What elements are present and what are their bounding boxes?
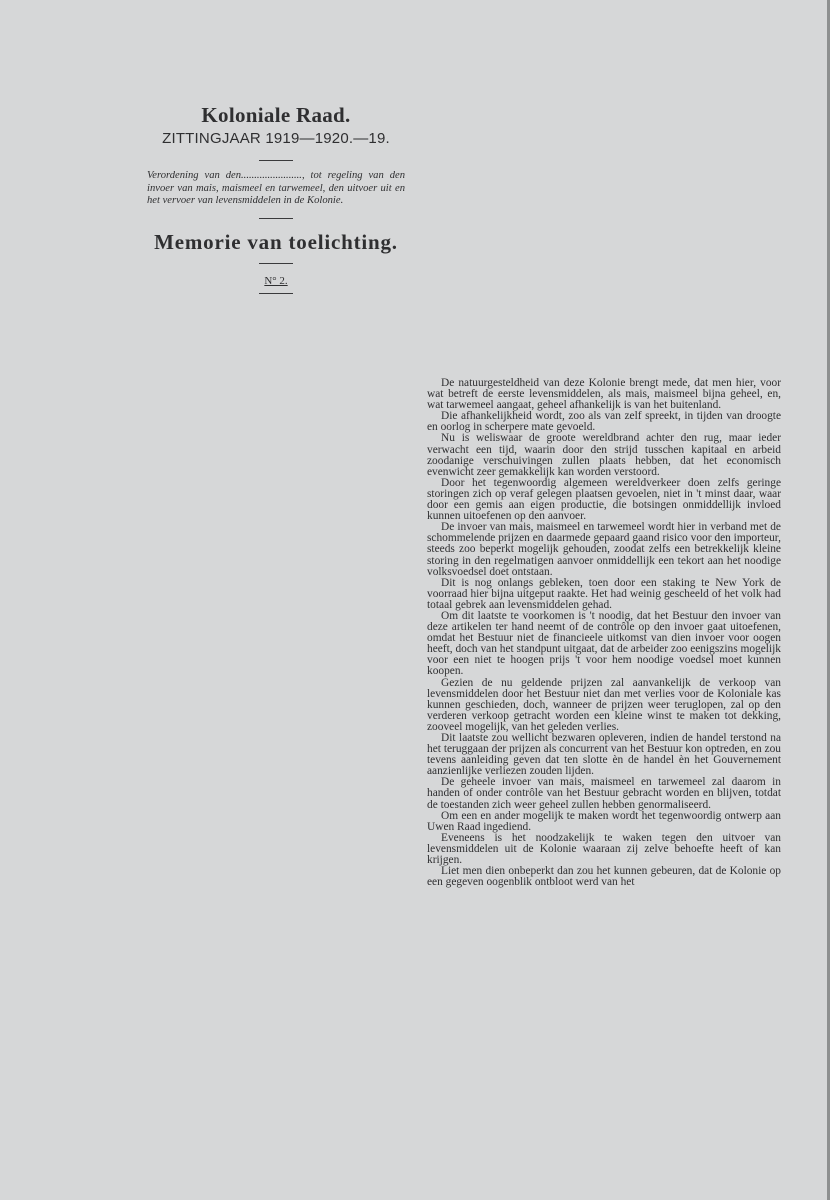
council-title: Koloniale Raad. — [201, 103, 351, 127]
paragraph: Om dit laatste te voorkomen is 't noodig, dat het Bestuur den invoer van deze artikelen ter hand neemt of de contrôle op den invoer gaat uitoefenen, omdat het Bestuur niet de financieele uitkomst van dien invoer voor oogen heeft, doch van het standpunt uitgaat, dat de arbeider zoo eenigszins mogelijk voor een niet te hoogen prijs 't voor hem noodige voedsel moet kunnen koopen. — [427, 609, 781, 678]
paragraph: Eveneens is het noodzakelijk te waken tegen den uitvoer van levensmiddelen uit de Kolonie waaraan zij zelve behoefte heeft of kan krijgen. — [427, 831, 781, 867]
header-divider — [259, 160, 293, 161]
document-header — [120, 102, 432, 294]
session-year: ZITTINGJAAR 1919—1920.—19. — [162, 130, 390, 147]
document-number: N° 2. — [264, 274, 288, 287]
paragraph: De natuurgesteldheid van deze Kolonie brengt mede, dat men hier, voor wat betreft de eerste levensmiddelen, als mais, maismeel bijna geheel, en, wat tarwemeel aangaat, geheel afhankelijk is van het buitenland. — [427, 377, 781, 412]
paragraph: Dit is nog onlangs gebleken, toen door een staking te New York de voorraad hier bijna uitgeput raakte. Het had weinig gescheeld of het volk had totaal gebrek aan levensmiddelen gehad. — [427, 576, 781, 611]
paragraph: Nu is weliswaar de groote wereldbrand achter den rug, maar ieder verwacht een tijd, waarin door den strijd tusschen kapitaal en arbeid zoodanige verschuivingen zullen plaats hebben, dat het economisch evenwicht zeer gemakkelijk kan worden verstoord. — [427, 432, 781, 478]
paragraph: De geheele invoer van mais, maismeel en tarwemeel zal daarom in handen of onder contrôle van het Bestuur gebracht worden en blijven, totdat de toestanden zich weer geheel zullen hebben genormaliseerd. — [427, 776, 781, 811]
paragraph: Liet men dien onbeperkt dan zou het kunnen gebeuren, dat de Kolonie op een gegeven oogenblik ontbloot werd van het — [427, 865, 781, 889]
paragraph: Om een en ander mogelijk te maken wordt het tegenwoordig ontwerp aan Uwen Raad ingediend. — [427, 809, 781, 833]
ordinance-subject: Verordening van den......................., tot regeling van den invoer van mais, maismeel en tarwemeel, den uitvoer uit en het vervoer van levensmiddelen in de Kolonie. — [147, 170, 405, 207]
paragraph: Dit laatste zou wellicht bezwaren opleveren, indien de handel terstond na het teruggaan der prijzen als concurrent van het Bestuur kon optreden, en zou tevens aanleiding geven dat ten slotte èn de handel èn het Gouvernement aanzienlijke verliezen zouden lijden. — [427, 732, 781, 778]
memoir-title: Memorie van toelichting. — [154, 229, 398, 254]
paragraph: Door het tegenwoordig algemeen wereldverkeer doen zelfs geringe storingen zich op veraf gelegen plaatsen gevoelen, niet in 't minst daar, waar door een gemis aan eigen productie, die botsingen onmiddellijk invloed kunnen uitoefenen op den aanvoer. — [427, 476, 781, 523]
paragraph: De invoer van mais, maismeel en tarwemeel wordt hier in verband met de schommelende prijzen en daarmede gepaard gaand risico voor den importeur, steeds zoo beperkt mogelijk gehouden, zoodat zelfs een betrekkelijk kleine storing in den regelmatigen aanvoer onmiddellijk een tekort aan het noodige volksvoedsel doet ontstaan. — [427, 521, 781, 578]
number-divider — [259, 293, 293, 294]
paragraph: Gezien de nu geldende prijzen zal aanvankelijk de verkoop van levensmiddelen door het Bestuur niet dan met verlies voor de Koloniale kas kunnen geschieden, doch, wanneer de prijzen weer teruglopen, zal op den verderen verkoop getracht worden een kleine winst te maken tot dekking, zooveel mogelijk, van het geleden verlies. — [427, 676, 781, 733]
title-divider — [259, 263, 293, 264]
header-divider — [259, 218, 293, 219]
memoir-body — [427, 378, 781, 888]
paragraph: Die afhankelijkheid wordt, zoo als van zelf spreekt, in tijden van droogte en oorlog in scherpere mate gevoeld. — [427, 410, 781, 434]
